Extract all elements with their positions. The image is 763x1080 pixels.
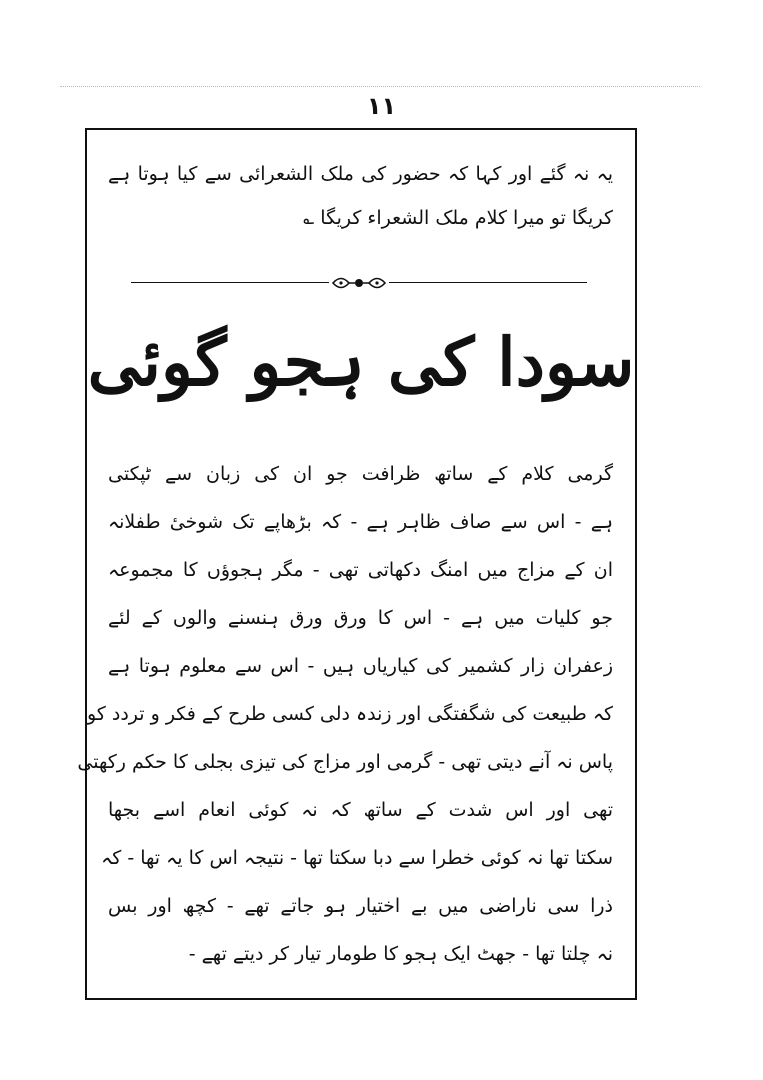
page-frame: [77, 128, 637, 1000]
body-line-6: کہ طبیعت کی شگفتگی اور زندہ دلی کسی طرح کے فکر و تردد کو: [86, 703, 613, 725]
body-line-4: جو کلیات میں ہے - اس کا ورق ورق ہنسنے والوں کے لئے: [108, 607, 613, 629]
page-number: ۱۱: [366, 92, 397, 120]
scan-speck-line: [60, 86, 700, 89]
body-line-3: ان کے مزاج میں امنگ دکھاتی تھی - مگر ہجوؤں کا مجموعہ: [108, 559, 613, 581]
section-heading: سودا کی ہجو گوئی: [87, 323, 635, 401]
body-line-5: زعفران زار کشمیر کی کیاریاں ہیں - اس سے معلوم ہوتا ہے: [108, 655, 613, 677]
body-line-11: نہ چلتا تھا - جھٹ ایک ہجو کا طومار تیار کر دیتے تھے -: [188, 943, 613, 965]
body-line-8: تھی اور اس شدت کے ساتھ کہ نہ کوئی انعام اسے بجھا: [108, 799, 613, 821]
body-line-2: ہے - اس سے صاف ظاہر ہے - کہ بڑھاپے تک شوخیٔ طفلانہ: [108, 511, 613, 533]
section-divider: [131, 272, 587, 294]
body-line-9: سکتا تھا نہ کوئی خطرا سے دبا سکتا تھا - نتیجہ اس کا یہ تھا - کہ: [101, 847, 613, 869]
body-line-1: گرمی کلام کے ساتھ ظرافت جو ان کی زبان سے ٹپکتی: [108, 463, 613, 485]
body-line-10: ذرا سی ناراضی میں بے اختیار ہو جاتے تھے - کچھ اور بس: [108, 895, 613, 917]
intro-line-1: یہ نہ گئے اور کہا کہ حضور کی ملک الشعرائی سے کیا ہوتا ہے: [108, 163, 613, 185]
intro-line-2: کریگا تو میرا کلام ملک الشعراء کریگا ؎: [303, 207, 613, 229]
body-line-7: پاس نہ آنے دیتی تھی - گرمی اور مزاج کی تیزی بجلی کا حکم رکھتی: [77, 751, 613, 773]
flourish-ornament-icon: [329, 272, 389, 294]
